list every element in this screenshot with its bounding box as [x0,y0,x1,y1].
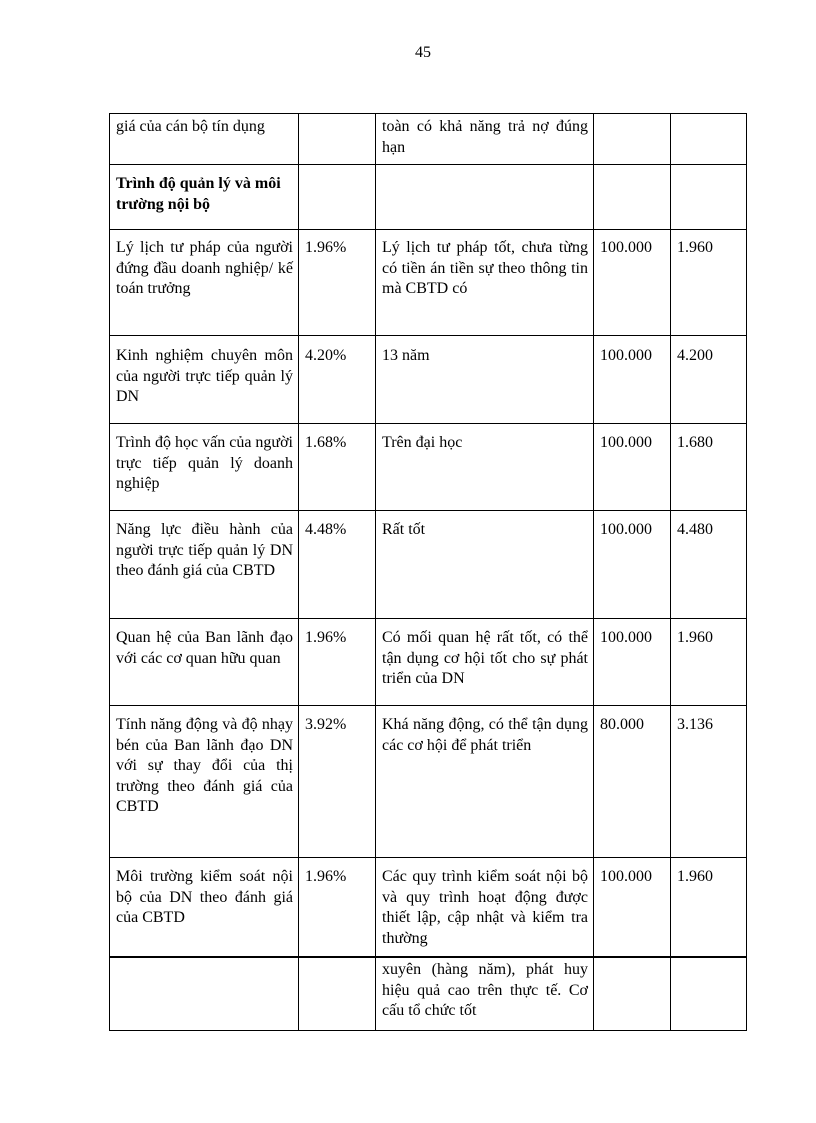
weighted-score-cell [671,114,747,165]
weighted-score-cell: 1.960 [671,619,747,706]
weighted-score-cell: 1.680 [671,424,747,511]
criterion-cell: Môi trường kiểm soát nội bộ của DN theo đánh giá của CBTD [110,858,299,958]
assessment-cell: Có mối quan hệ rất tốt, có thể tận dụng cơ hội tốt cho sự phát triển của DN [376,619,594,706]
criterion-cell: Tính năng động và độ nhạy bén của Ban lãnh đạo DN với sự thay đổi của thị trường theo đánh giá của CBTD [110,706,299,858]
weight-cell: 3.92% [299,706,376,858]
weight-cell [299,114,376,165]
assessment-cell: Các quy trình kiểm soát nội bộ và quy trình hoạt động được thiết lập, cập nhật và kiểm tra thường [376,858,594,958]
weighted-score-cell: 4.200 [671,336,747,424]
criterion-cell: Lý lịch tư pháp của người đứng đầu doanh nghiệp/ kế toán trưởng [110,230,299,336]
criterion-cell: Kinh nghiệm chuyên môn của người trực tiếp quản lý DN [110,336,299,424]
assessment-cell: 13 năm [376,336,594,424]
table-row [110,511,747,619]
weight-cell [299,957,376,1031]
score-cell: 100.000 [594,858,671,958]
score-cell: 100.000 [594,230,671,336]
weighted-score-cell: 1.960 [671,230,747,336]
assessment-cell: Trên đại học [376,424,594,511]
score-cell: 80.000 [594,706,671,858]
weight-cell: 1.68% [299,424,376,511]
weight-cell: 1.96% [299,858,376,958]
weighted-score-cell [671,957,747,1031]
assessment-cell: Rất tốt [376,511,594,619]
table-row [110,424,747,511]
table-row [110,336,747,424]
empty-cell [376,165,594,230]
assessment-cell: Khá năng động, có thể tận dụng các cơ hội để phát triển [376,706,594,858]
weight-cell: 1.96% [299,230,376,336]
table-row [110,858,747,958]
weight-cell: 1.96% [299,619,376,706]
empty-cell [594,165,671,230]
score-cell [594,114,671,165]
empty-cell [299,165,376,230]
section-header-row [110,165,747,230]
empty-cell [671,165,747,230]
weight-cell: 4.20% [299,336,376,424]
assessment-cell: Lý lịch tư pháp tốt, chưa từng có tiền án tiền sự theo thông tin mà CBTD có [376,230,594,336]
credit-scoring-table [109,113,747,1031]
table-row [110,114,747,165]
weighted-score-cell: 4.480 [671,511,747,619]
continuation-row [110,957,747,1031]
weighted-score-cell: 1.960 [671,858,747,958]
table-row [110,230,747,336]
assessment-cell: toàn có khả năng trả nợ đúng hạn [376,114,594,165]
score-cell: 100.000 [594,336,671,424]
section-title: Trình độ quản lý và môi trường nội bộ [110,165,299,230]
criterion-cell: Trình độ học vấn của người trực tiếp quản lý doanh nghiệp [110,424,299,511]
score-cell: 100.000 [594,424,671,511]
score-cell: 100.000 [594,619,671,706]
score-cell: 100.000 [594,511,671,619]
weighted-score-cell: 3.136 [671,706,747,858]
criterion-cell: giá của cán bộ tín dụng [110,114,299,165]
criterion-cell [110,957,299,1031]
table-row [110,706,747,858]
assessment-cell: xuyên (hàng năm), phát huy hiệu quả cao trên thực tế. Cơ cấu tổ chức tốt [376,957,594,1031]
page-number: 45 [415,44,431,61]
score-cell [594,957,671,1031]
table-row [110,619,747,706]
criterion-cell: Năng lực điều hành của người trực tiếp quản lý DN theo đánh giá của CBTD [110,511,299,619]
weight-cell: 4.48% [299,511,376,619]
criterion-cell: Quan hệ của Ban lãnh đạo với các cơ quan hữu quan [110,619,299,706]
